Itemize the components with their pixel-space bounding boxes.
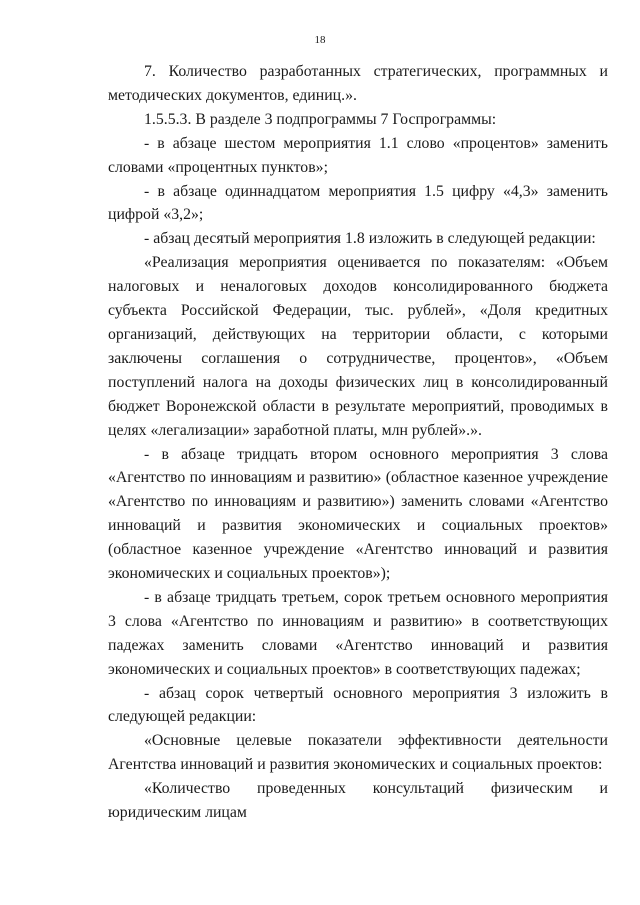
paragraph-quoted-indicators: «Реализация мероприятия оценивается по показателям: «Объем налоговых и неналоговых доходов консолидированного бюджета субъекта Российской Федерации, тыс. рублей», «Доля кредитных организаций, действующих на территории области, с которыми заключены соглашения о сотрудничестве, процентов», «Объем поступлений налога на доходы физических лиц в консолидированный бюджет Воронежской области в результате мероприятий, проводимых в целях «легализации» заработной платы, млн рублей».». bbox=[108, 254, 608, 439]
paragraph-item-7: 7. Количество разработанных стратегических, программных и методических документов, единиц.». bbox=[108, 63, 608, 104]
paragraph-quoted-consultations: «Количество проведенных консультаций физическим и юридическим лицам bbox=[108, 780, 608, 822]
paragraph-amendment-1-1: - в абзаце шестом мероприятия 1.1 слово «процентов» заменить словами «процентных пунктов»; bbox=[108, 134, 608, 176]
paragraph-section-heading: 1.5.5.3. В разделе 3 подпрограммы 7 Госпрограммы: bbox=[144, 110, 497, 128]
paragraph-amendment-1-8: - абзац десятый мероприятия 1.8 изложить в следующей редакции: bbox=[144, 230, 596, 248]
paragraph-amendment-44: - абзац сорок четвертый основного мероприятия 3 изложить в следующей редакции: bbox=[108, 684, 608, 726]
paragraph-amendment-32: - в абзаце тридцать втором основного мероприятия 3 слова «Агентство по инновациям и развитию» (областное казенное учреждение «Агентство по инновациям и развитию») заменить словами «Агентство инноваций и развития экономических и социальных проектов» (областное казенное учреждение «Агентство инноваций и развития экономических и социальных проектов»); bbox=[108, 445, 608, 583]
paragraph-amendment-33-43: - в абзаце тридцать третьем, сорок третьем основного мероприятия 3 слова «Агентство по инновациям и развитию» в соответствующих падежах заменить словами «Агентство инноваций и развития экономических и социальных проектов» в соответствующих падежах; bbox=[108, 588, 608, 678]
paragraph-amendment-1-5: - в абзаце одиннадцатом мероприятия 1.5 цифру «4,3» заменить цифрой «3,2»; bbox=[108, 182, 608, 224]
page-number: 18 bbox=[314, 34, 326, 46]
document-body bbox=[108, 60, 608, 825]
paragraph-quoted-targets: «Основные целевые показатели эффективности деятельности Агентства инноваций и развития экономических и социальных проектов: bbox=[108, 732, 608, 774]
